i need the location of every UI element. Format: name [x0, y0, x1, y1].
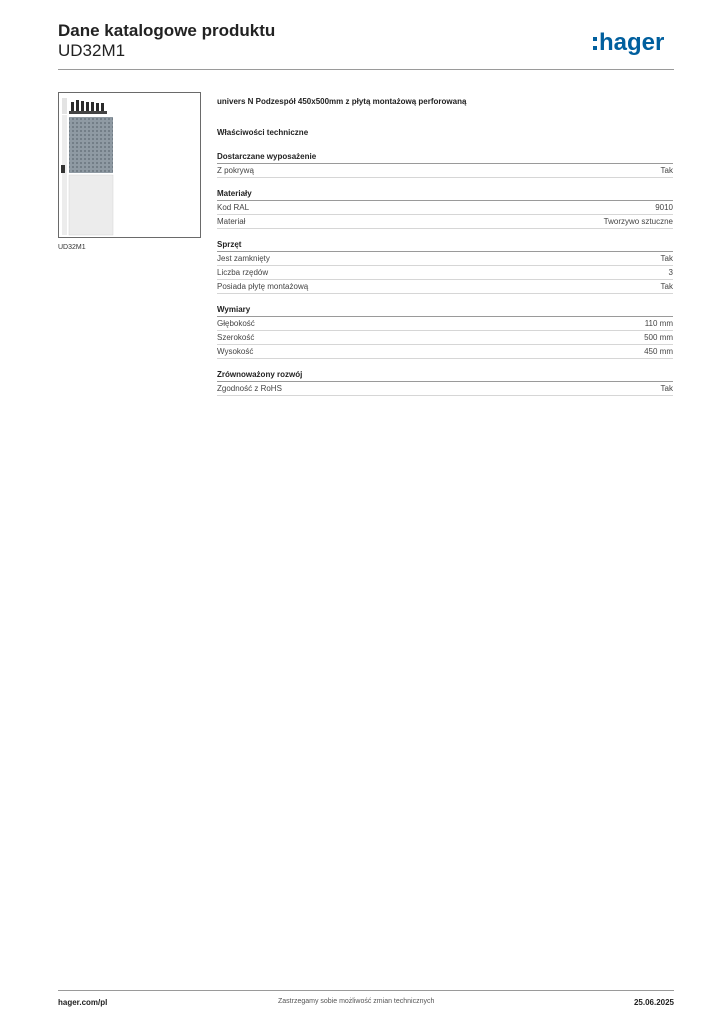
spec-row [217, 266, 673, 280]
product-image [59, 93, 200, 237]
spec-value: Tworzywo sztuczne [603, 217, 673, 226]
spec-value: Tak [660, 254, 673, 263]
spec-label: Szerokość [217, 333, 255, 342]
spec-row [217, 201, 673, 215]
group-title: Dostarczane wyposażenie [217, 151, 673, 164]
spec-group-equipment [217, 151, 673, 178]
group-title: Zrównoważony rozwój [217, 369, 673, 382]
group-title: Wymiary [217, 304, 673, 317]
spec-value: 450 mm [644, 347, 673, 356]
spec-group-materials [217, 188, 673, 229]
footer-date: 25.06.2025 [633, 998, 674, 1007]
spec-group-sustainability [217, 369, 673, 396]
footer-website-link[interactable]: hager.com/pl [58, 998, 108, 1007]
section-title: Właściwości techniczne [217, 128, 309, 137]
spec-row [217, 164, 673, 178]
footer-disclaimer: Zastrzegamy sobie możliwość zmian technicznych [278, 998, 435, 1005]
hager-logo [592, 28, 674, 58]
spec-row [217, 317, 673, 331]
image-caption: UD32M1 [58, 244, 86, 251]
spec-panel [217, 96, 673, 406]
spec-value: 9010 [655, 203, 673, 212]
product-image-frame [58, 92, 201, 238]
spec-row [217, 382, 673, 396]
group-title: Materiały [217, 188, 673, 201]
spec-row [217, 345, 673, 359]
spec-label: Wysokość [217, 347, 254, 356]
spec-value: Tak [660, 166, 673, 175]
spec-label: Posiada płytę montażową [217, 282, 309, 291]
spec-row [217, 331, 673, 345]
spec-value: Tak [660, 282, 673, 291]
product-code: UD32M1 [58, 41, 126, 60]
spec-label: Kod RAL [217, 203, 250, 212]
spec-value: Tak [660, 384, 673, 393]
spec-row [217, 280, 673, 294]
logo-text: hager [599, 29, 665, 56]
spec-value: 3 [668, 268, 673, 277]
spec-row [217, 252, 673, 266]
spec-value: 110 mm [644, 319, 673, 328]
footer-divider [58, 990, 674, 991]
spec-value: 500 mm [644, 333, 673, 342]
page-title: Dane katalogowe produktu [58, 21, 276, 40]
product-name: univers N Podzespół 450x500mm z płytą montażową perforowaną [217, 97, 467, 106]
spec-group-dimensions [217, 304, 673, 359]
spec-row [217, 215, 673, 229]
header-divider [58, 69, 674, 70]
spec-label: Z pokrywą [217, 166, 254, 175]
spec-label: Jest zamknięty [217, 254, 270, 263]
spec-label: Zgodność z RoHS [217, 384, 282, 393]
spec-label: Głębokość [217, 319, 255, 328]
group-title: Sprzęt [217, 239, 673, 252]
spec-label: Liczba rzędów [217, 268, 269, 277]
spec-label: Materiał [217, 217, 246, 226]
spec-group-hardware [217, 239, 673, 294]
